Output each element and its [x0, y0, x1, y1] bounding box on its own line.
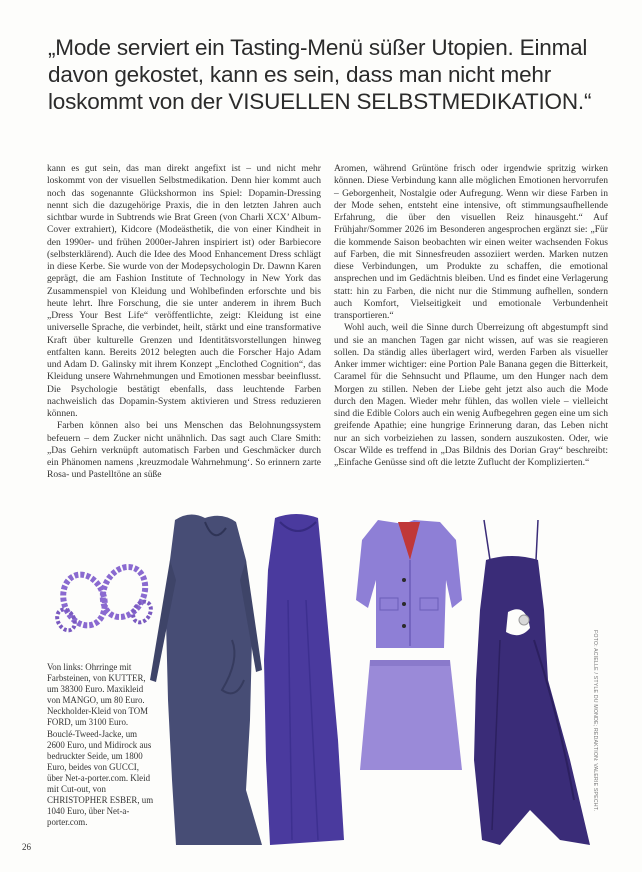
page-number: 26	[22, 842, 31, 852]
photo-credit: FOTO: ACIELLE / STYLE DU MONDE; REDAKTION: VALERIE SPECHT.	[592, 630, 598, 812]
gucci-midi-skirt-image	[360, 660, 462, 770]
mango-maxi-dress-image	[150, 514, 262, 845]
paragraph: kann es gut sein, das man direkt angefixt ist – und nicht mehr loskommt von der visuellen Selbstmedikation. Denn hier kommt auch noch das sogenannte Glückshormon ins Spiel: Dopamin-Dressing nennt sich die dazugehörige Praxis, die in den letzten Jahren auch sichtbar wurde in Subtrends wie Brat Green (von Charli XCX’ Album-Cover extrahiert), Kidcore (Modeästhetik, die von einer Kindheit in den 1990er- und frühen 2000er-Jahren inspiriert ist) oder Barbiecore (selbsterklärend). Auch die Idee des Mood Enhancement Dress schlägt in diese Kerbe. Sie wurde von der Modepsychologin Dr. Dawnn Karen geprägt, die am Fashion Institute of Technology in New York das Zusammenspiel von Kleidung und Wohlbefinden erforschte und bis heute lehrt. Ihre Forschung, die sie unter anderem in ihrem Buch „Dress Your Best Life“ veröffentlichte, zeigt: Kleidung ist eine universelle Sprache, die verbindet, heilt, stärkt und eine transformative Kraft über kulturelle Grenzen und Identitätsvorstellungen hinweg entfalten kann. Bereits 2012 belegten auch die Forscher Hajo Adam und Adam D. Galinsky mit ihrem Konzept „Enclothed Cognition“, das Kleidung unsere Wahrnehmungen und Emotionen messbar beeinflusst. Die Psychologie bestätigt ebenfalls, dass leuchtende Farben nachweislich das Dopamin-System aktivieren und Stress reduzieren können.	[47, 163, 321, 419]
product-caption: Von links: Ohrringe mit Farbsteinen, von KUTTER, um 38300 Euro. Maxikleid von MANGO, um 80 Euro. Neckholder-Kleid von TOM FORD, um 3100 Euro. Bouclé-Tweed-Jacke, um 2600 Euro, und Midirock aus bedruckter Seide, um 1800 Euro, beides von GUCCI, über Net-a-porter.com. Kleid mit Cut-out, von CHRISTOPHER ESBER, um 1040 Euro, über Net-a-porter.com.	[47, 662, 154, 828]
tom-ford-neckholder-dress-image	[264, 514, 344, 845]
earrings-image	[54, 560, 155, 634]
christopher-esber-cutout-dress-image	[474, 520, 590, 845]
paragraph: Aromen, während Grüntöne frisch oder irgendwie spritzig wirken können. Diese Verbindung kann alle möglichen Emotionen hervorrufen – Geborgenheit, Nostalgie oder Aufregung. Wenn wir diese Farben in der Mode sehen, entsteht eine intensive, oft stimmungsaufhellende Erfahrung, die über den visuellen Reiz hinausgeht.“ Auf Frühjahr/Sommer 2026 im Besonderen angesprochen ergänzt sie: „Für die kommende Saison beobachten wir einen weiter wachsenden Fokus auf Farben, die mit Sinnesfreuden assoziiert werden. Marken nutzen diese Verbindungen, um Produkte zu schaffen, die emotional ansprechen und im Gedächtnis bleiben. Und es findet eine Verlagerung statt: hin zu Farben, die nicht nur die Stimmung aufhellen, sondern auch Komfort, Vielseitigkeit und emotionale Verbundenheit transportieren.“	[334, 163, 608, 321]
gucci-tweed-jacket-image	[356, 520, 462, 648]
paragraph: Farben können also bei uns Menschen das Belohnungssystem befeuern – dem Zucker nicht unähnlich. Das sagt auch Clare Smith: „Das Gehirn verknüpft automatisch Farben und Geschmäcker durch ein Phänomen namens ‚kreuzmodale Wahrnehmung‘. So erinnern zarte Rosa- und Pastelltöne an süße	[47, 420, 321, 481]
paragraph: Wohl auch, weil die Sinne durch Überreizung oft abgestumpft sind und sie an manchen Tagen gar nicht wissen, auf was sie reagieren sollen. Da ständig alles überlagert wird, werden Farben als visueller Anker immer wichtiger: eine Portion Pale Banana gegen die Bitterkeit, Caramel für die Sehnsucht und Pflaume, um den Hunger nach dem Morgen zu stillen. Neben der Liebe geht jetzt also auch die Mode durch den Magen. Wieder mehr fühlen, das wollen viele – vielleicht sind die Edible Colors auch ein wenig Aufbegehren gegen eine um sich greifende Apathie; eine hungrige Erinnerung daran, das Leben nicht nur an sich vorbeiziehen zu lassen, sondern auszukosten. Oder, wie Oscar Wilde es treffend in „Das Bildnis des Dorian Gray“ beschreibt: „Einfache Genüsse sind oft die letzte Zuflucht der Komplizierten.“	[334, 322, 608, 468]
pull-quote-headline: „Mode serviert ein Tasting-Menü süßer Utopien. Einmal davon gekostet, kann es sein, dass man nicht mehr loskommt von der VISUELLEN SELBSTMEDIKATION.“	[48, 35, 592, 114]
